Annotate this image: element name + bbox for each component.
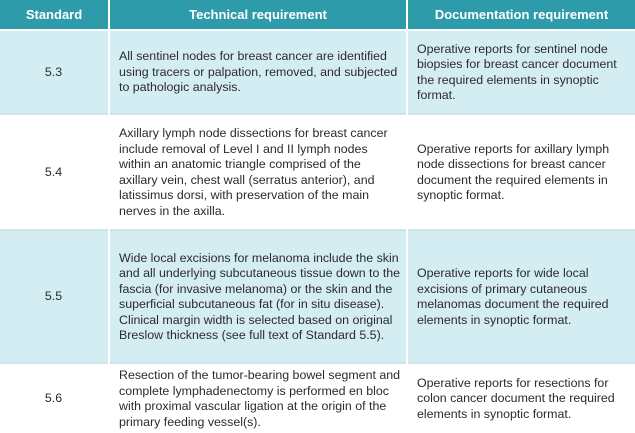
documentation-requirement-cell: Operative reports for wide local excisions of primary cutaneous melanomas document the required elements in synoptic format.: [407, 230, 635, 363]
header-technical-requirement: Technical requirement: [109, 0, 407, 30]
documentation-requirement-cell: Operative reports for resections for colon cancer document the required elements in synoptic format.: [407, 363, 635, 433]
table-row: [0, 114, 635, 230]
table-row: [0, 230, 635, 363]
technical-requirement-cell: Wide local excisions for melanoma include the skin and all underlying subcutaneous tissue down to the fascia (for invasive melanoma) or the skin and the superficial subcutaneous fat (for in situ disease). Clinical margin width is selected based on original Breslow thickness (see full text of Standard 5.5).: [109, 230, 407, 363]
technical-requirement-cell: Axillary lymph node dissections for breast cancer include removal of Level I and II lymph nodes within an anatomic triangle comprised of the axillary vein, chest wall (serratus anterior), and latissimus dorsi, with preservation of the main nerves in the axilla.: [109, 114, 407, 230]
standard-cell: 5.3: [0, 30, 109, 114]
header-row: [0, 0, 635, 30]
table-row: [0, 363, 635, 433]
standard-cell: 5.5: [0, 230, 109, 363]
header-documentation-requirement: Documentation requirement: [407, 0, 635, 30]
standard-cell: 5.4: [0, 114, 109, 230]
table-header: [0, 0, 635, 30]
table-body: [0, 30, 635, 433]
technical-requirement-cell: All sentinel nodes for breast cancer are identified using tracers or palpation, removed, and subjected to pathologic analysis.: [109, 30, 407, 114]
documentation-requirement-cell: Operative reports for axillary lymph node dissections for breast cancer document the required elements in synoptic format.: [407, 114, 635, 230]
table-row: [0, 30, 635, 114]
documentation-requirement-cell: Operative reports for sentinel node biopsies for breast cancer document the required elements in synoptic format.: [407, 30, 635, 114]
technical-requirement-cell: Resection of the tumor-bearing bowel segment and complete lymphadenectomy is performed en bloc with proximal vascular ligation at the origin of the primary feeding vessel(s).: [109, 363, 407, 433]
standard-cell: 5.6: [0, 363, 109, 433]
header-standard: Standard: [0, 0, 109, 30]
